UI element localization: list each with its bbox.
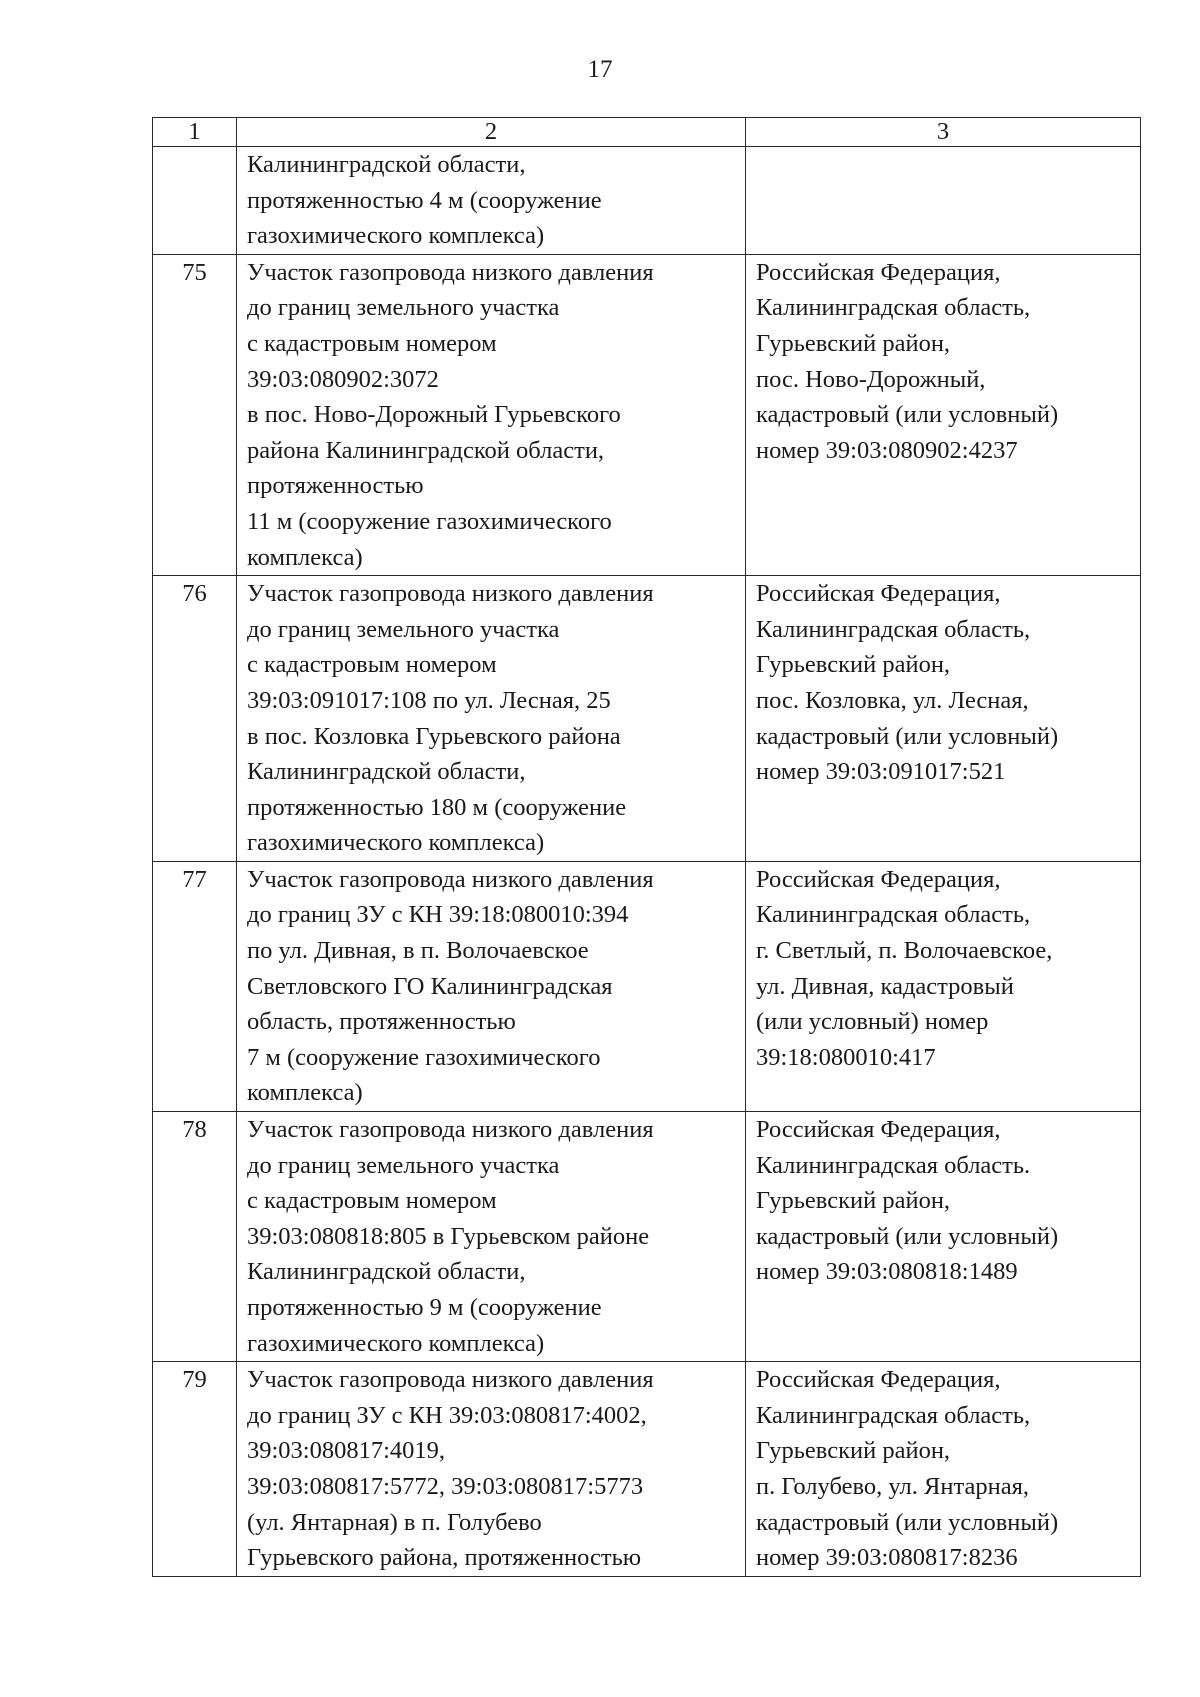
header-cell-1: 1 [153,118,237,147]
location-line: номер 39:03:091017:521 [756,758,1006,786]
location-line: Гурьевский район, [756,1187,951,1215]
description-line: Участок газопровода низкого давления [247,1366,654,1394]
location-cell [746,1362,1141,1577]
row-number: 77 [153,861,237,1111]
page-number: 17 [587,56,613,83]
row-number: 75 [153,254,237,575]
description-cell [237,1362,746,1577]
description-line: 39:03:080817:4019, [247,1437,446,1465]
description-line: с кадастровым номером [247,329,497,357]
description-line: газохимического комплекса) [247,1329,545,1357]
description-line: Калининградской области, [247,758,526,786]
description-line: Гурьевского района, протяженностью [247,1544,642,1572]
location-line: Калининградская область, [756,294,1031,322]
description-line: с кадастровым номером [247,651,497,679]
location-line: Российская Федерация, [756,1366,1001,1394]
description-line: до границ земельного участка [247,294,560,322]
table-row [153,576,1141,862]
description-line: по ул. Дивная, в п. Волочаевское [247,937,589,965]
location-line: г. Светлый, п. Волочаевское, [756,937,1053,965]
table-row [153,1362,1141,1577]
location-line: Гурьевский район, [756,1437,951,1465]
description-line: до границ ЗУ с КН 39:18:080010:394 [247,901,629,929]
location-line: Гурьевский район, [756,329,951,357]
location-line: Калининградская область, [756,1401,1031,1429]
description-line: протяженностью [247,472,424,500]
table-row [153,861,1141,1111]
description-line: района Калининградской области, [247,436,605,464]
location-line: кадастровый (или условный) [756,722,1059,750]
description-cell [237,147,746,255]
location-line: Российская Федерация, [756,580,1001,608]
location-cell [746,861,1141,1111]
description-line: Участок газопровода низкого давления [247,258,654,286]
header-cell-3: 3 [746,118,1141,147]
description-line: протяженностью 180 м (сооружение [247,793,627,821]
location-line: п. Голубево, ул. Янтарная, [756,1472,1029,1500]
description-line: область, протяженностью [247,1008,516,1036]
description-line: 39:03:080902:3072 [247,365,439,393]
property-table [152,117,1141,1577]
description-line: в пос. Козловка Гурьевского района [247,722,621,750]
description-line: протяженностью 9 м (сооружение [247,1294,602,1321]
description-line: Участок газопровода низкого давления [247,580,654,608]
location-line: (или условный) номер [756,1008,989,1036]
description-line: Калининградской области, [247,151,526,178]
description-line: комплекса) [247,1079,363,1107]
row-number: 79 [153,1362,237,1577]
location-line: Российская Федерация, [756,865,1001,893]
location-line: ул. Дивная, кадастровый [756,972,1014,1000]
location-line: Российская Федерация, [756,1116,1001,1144]
row-number [153,147,237,255]
description-line: до границ земельного участка [247,615,560,643]
location-line: пос. Козловка, ул. Лесная, [756,686,1029,714]
description-line: до границ земельного участка [247,1151,560,1179]
description-line: Участок газопровода низкого давления [247,1116,654,1144]
description-line: газохимического комплекса) [247,829,545,857]
location-cell [746,147,1141,255]
description-line: в пос. Ново-Дорожный Гурьевского [247,401,621,429]
location-line: Калининградская область, [756,615,1031,643]
location-line: кадастровый (или условный) [756,1508,1059,1536]
description-line: протяженностью 4 м (сооружение [247,186,602,214]
location-line: 39:18:080010:417 [756,1043,936,1071]
description-cell [237,861,746,1111]
location-cell [746,576,1141,862]
location-line: Российская Федерация, [756,258,1001,286]
row-number: 76 [153,576,237,862]
description-cell [237,1112,746,1362]
description-line: до границ ЗУ с КН 39:03:080817:4002, [247,1401,647,1429]
table-row [153,147,1141,255]
description-line: Светловского ГО Калининградская [247,972,613,1000]
description-line: с кадастровым номером [247,1187,497,1215]
location-cell [746,254,1141,575]
location-line: номер 39:03:080818:1489 [756,1258,1018,1286]
location-line: кадастровый (или условный) [756,401,1059,429]
description-line: 39:03:091017:108 по ул. Лесная, 25 [247,686,611,714]
table-row [153,1112,1141,1362]
table-header-row [153,118,1141,147]
description-line: Участок газопровода низкого давления [247,865,654,893]
description-line: 39:03:080817:5772, 39:03:080817:5773 [247,1472,644,1500]
location-cell [746,1112,1141,1362]
description-line: 7 м (сооружение газохимического [247,1043,601,1071]
location-line: кадастровый (или условный) [756,1222,1059,1250]
location-line: номер 39:03:080817:8236 [756,1544,1018,1572]
description-line: газохимического комплекса) [247,222,545,250]
location-line: Калининградская область, [756,901,1031,929]
description-cell [237,576,746,862]
description-line: комплекса) [247,543,363,571]
location-line: Калининградская область. [756,1151,1031,1179]
description-line: 11 м (сооружение газохимического [247,507,612,535]
description-line: Калининградской области, [247,1258,526,1286]
location-line: номер 39:03:080902:4237 [756,436,1018,464]
row-number: 78 [153,1112,237,1362]
location-line: пос. Ново-Дорожный, [756,365,986,393]
description-cell [237,254,746,575]
description-line: (ул. Янтарная) в п. Голубево [247,1508,542,1536]
location-line: Гурьевский район, [756,651,951,679]
table-row [153,254,1141,575]
header-cell-2: 2 [237,118,746,147]
description-line: 39:03:080818:805 в Гурьевском районе [247,1222,650,1250]
